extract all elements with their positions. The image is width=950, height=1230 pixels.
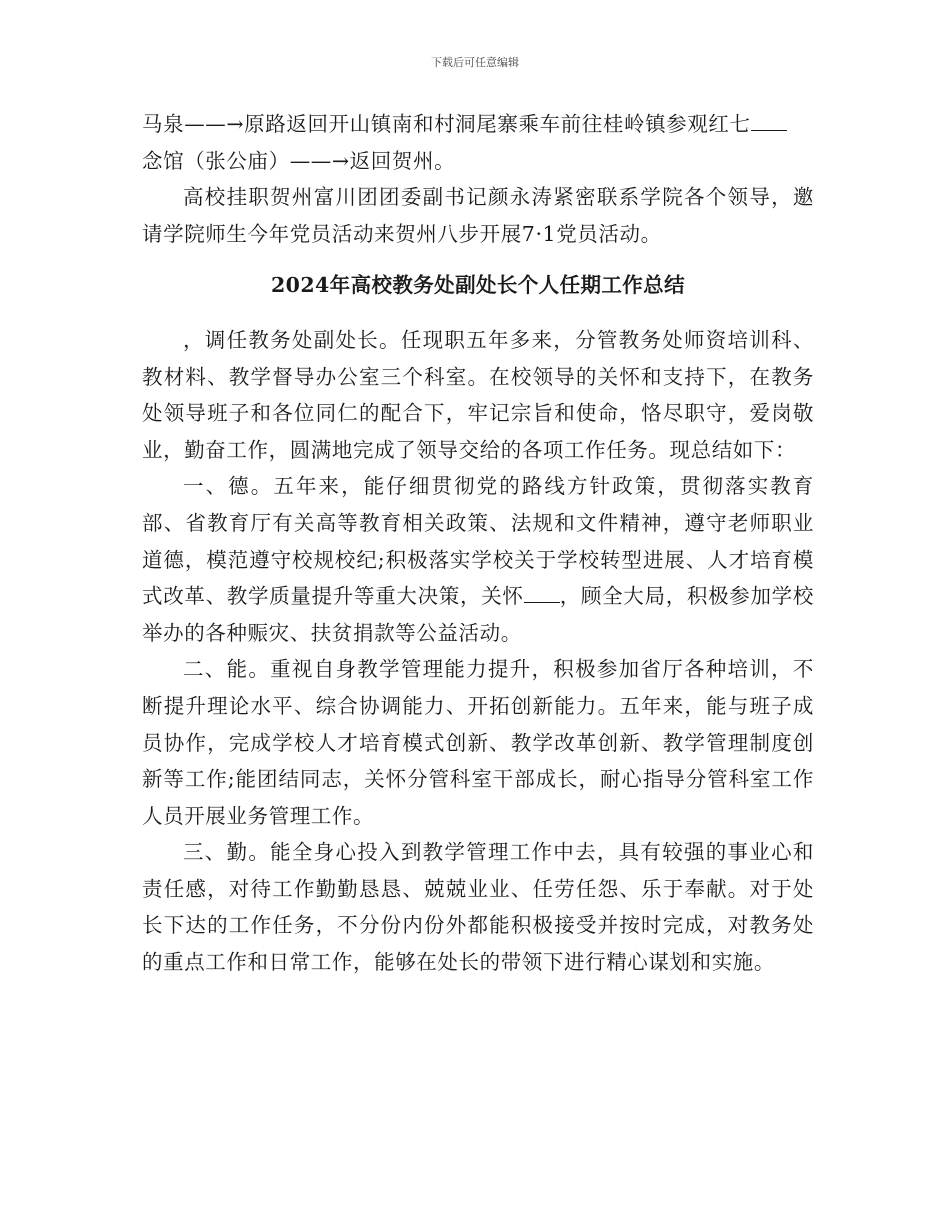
intro-invitation-paragraph: 高校挂职贺州富川团团委副书记颜永涛紧密联系学院各个领导，邀请学院师生今年党员活动来贺州八步开展7·1党员活动。 (142, 185, 814, 246)
paragraph-diligence: 三、勤。能全身心投入到教学管理工作中去，具有较强的事业心和责任感，对待工作勤勤恳恳、兢兢业业、任劳任怨、乐于奉献。对于处长下达的工作任务，不分份内份外都能积极接受并按时完成，对教务处的重点工作和日常工作，能够在处长的带领下进行精心谋划和实施。 (142, 840, 814, 975)
article-title: 2024年高校教务处副处长个人任期工作总结 (271, 273, 685, 298)
paragraph-ability: 二、能。重视自身教学管理能力提升，积极参加省厅各种培训，不断提升理论水平、综合协调能力、开拓创新能力。五年来，能与班子成员协作，完成学校人才培育模式创新、教学改革创新、教学管理制度创新等工作;能团结同志，关怀分管科室干部成长，耐心指导分管科室工作人员开展业务管理工作。 (142, 657, 814, 828)
fill-in-blank (751, 108, 787, 131)
page-header-note: 下载后可任意编辑 (431, 56, 519, 69)
intro-route-line2: 念馆（张公庙）——→返回贺州。 (142, 148, 456, 173)
document-body (142, 106, 814, 981)
paragraph-virtue (142, 468, 814, 651)
intro-route-paragraph (142, 106, 814, 179)
paragraph-virtue-part2: ，顾全大局，积极参加学校举办的各种赈灾、扶贫捐款等公益活动。 (142, 584, 814, 645)
intro-route-line1: 马泉——→原路返回开山镇南和村洞尾寨乘车前往桂岭镇参观红七 (142, 112, 751, 136)
paragraph-opening: ，调任教务处副处长。任现职五年多来，分管教务处师资培训科、教材料、教学督导办公室三个科室。在校领导的关怀和支持下，在教务处领导班子和各位同仁的配合下，牢记宗旨和使命，恪尽职守，爱岗敬业，勤奋工作，圆满地完成了领导交给的各项工作任务。现总结如下： (142, 327, 814, 462)
fill-in-blank (524, 580, 560, 603)
paragraph-virtue-part1: 一、德。五年来，能仔细贯彻党的路线方针政策，贯彻落实教育部、省教育厅有关高等教育相关政策、法规和文件精神，遵守老师职业道德，模范遵守校规校纪;积极落实学校关于学校转型进展、人才培育模式改革、教学质量提升等重大决策，关怀 (142, 474, 814, 609)
